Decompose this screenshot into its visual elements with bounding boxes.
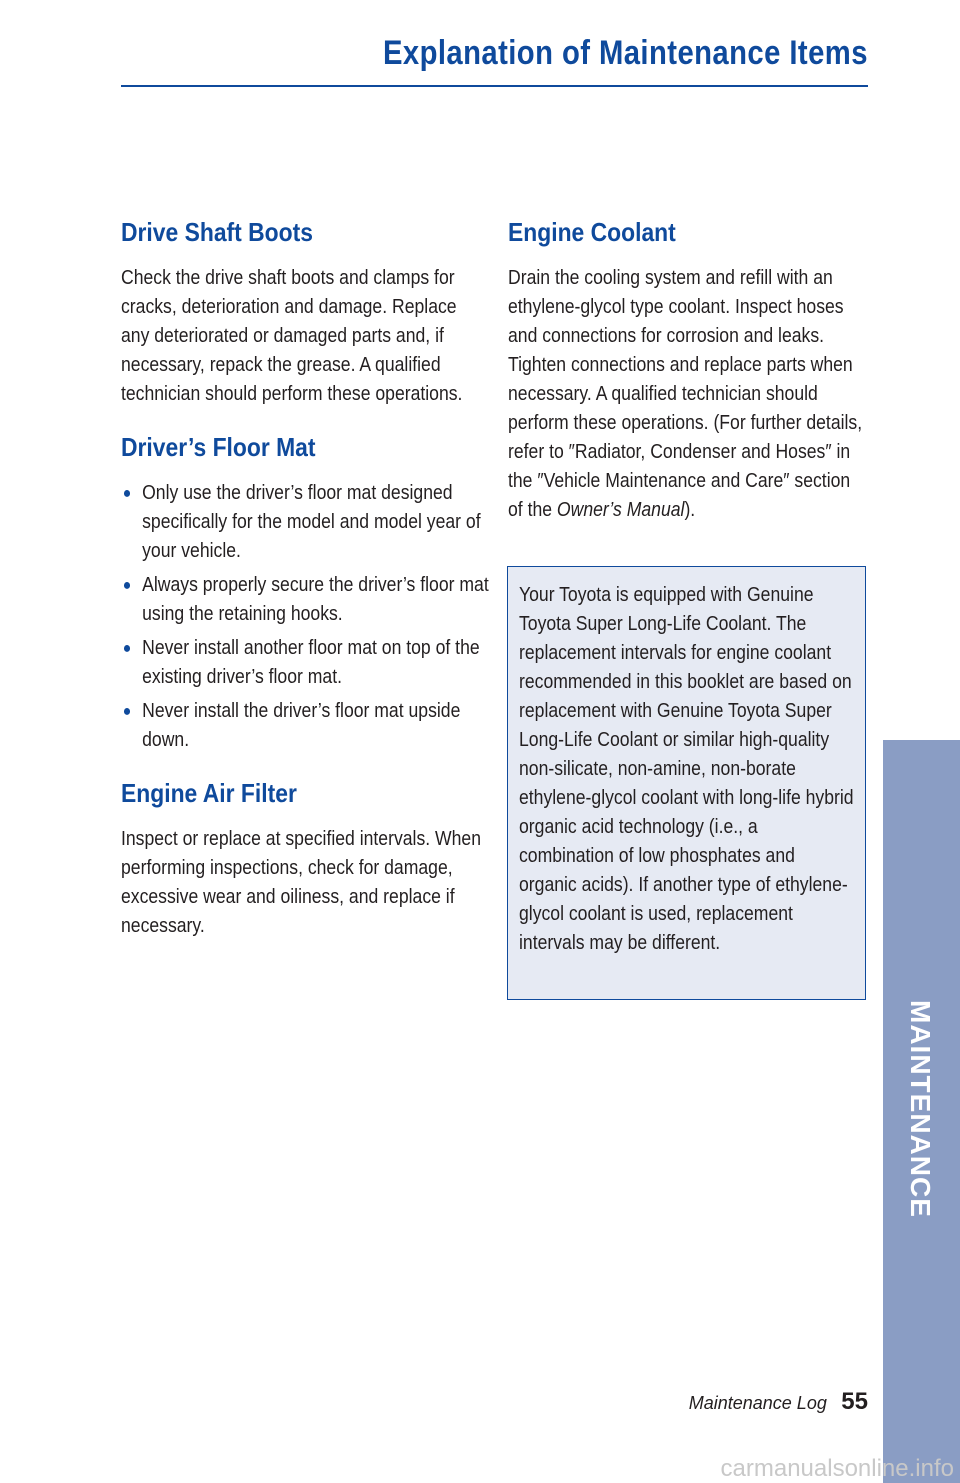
bullet-icon: ● xyxy=(122,703,132,720)
bullet-icon: ● xyxy=(122,485,132,502)
air-filter-heading: Engine Air Filter xyxy=(121,778,297,808)
footer-label: Maintenance Log xyxy=(688,1393,827,1413)
air-filter-text: Inspect or replace at specified intervals. When performing inspections, check for damage, excessive wear and oiliness, and replace if necessary. xyxy=(121,828,482,937)
side-tab-label: MAINTENANCE xyxy=(905,1000,936,1218)
coolant-heading: Engine Coolant xyxy=(508,217,676,247)
title-rule xyxy=(121,85,868,87)
list-item-text: Never install the driver’s floor mat upside down. xyxy=(142,700,461,751)
watermark: carmanualsonline.info xyxy=(720,1455,954,1482)
page-footer xyxy=(689,1388,868,1416)
list-item xyxy=(121,571,504,629)
list-item xyxy=(121,479,504,566)
coolant-text xyxy=(508,264,868,525)
list-item-text: Always properly secure the driver’s floor mat using the retaining hooks. xyxy=(142,574,489,625)
bullet-icon: ● xyxy=(122,640,132,657)
page-title: Explanation of Maintenance Items xyxy=(383,34,868,72)
coolant-text-end: ). xyxy=(684,499,696,521)
page-number: 55 xyxy=(841,1388,868,1415)
drive-shaft-heading: Drive Shaft Boots xyxy=(121,217,313,247)
coolant-text-main: Drain the cooling system and refill with an ethylene-glycol type coolant. Inspect hoses and connections for corrosion and leaks. Tighten connections and replace parts when necessary. A qualified technician should perform these operations. (For further details, refer to ″Radiator, Condenser and Hoses″ in the ″Vehicle Maintenance and Care″ section of the xyxy=(508,267,863,521)
list-item xyxy=(121,634,504,692)
right-column xyxy=(508,214,868,545)
floor-mat-heading: Driver’s Floor Mat xyxy=(121,432,316,462)
coolant-note-box xyxy=(507,566,866,1000)
drive-shaft-text: Check the drive shaft boots and clamps for cracks, deterioration and damage. Replace any deteriorated or damaged parts and, if necessary, repack the grease. A qualified technician should perform these operations. xyxy=(121,267,463,405)
list-item-text: Only use the driver’s floor mat designed specifically for the model and model year of your vehicle. xyxy=(142,482,481,562)
list-item xyxy=(121,697,504,755)
coolant-note-text: Your Toyota is equipped with Genuine Toyota Super Long-Life Coolant. The replacement intervals for engine coolant recommended in this booklet are based on replacement with Genuine Toyota Super Long-Life Coolant or similar high-quality non-silicate, non-amine, non-borate ethylene-glycol coolant with long-life hybrid organic acid technology (i.e., a combination of low phosphates and organic acids). If another type of ethylene-glycol coolant is used, replacement intervals may be different. xyxy=(519,584,854,954)
left-column xyxy=(121,214,489,961)
list-item-text: Never install another floor mat on top of the existing driver’s floor mat. xyxy=(142,637,480,688)
floor-mat-list xyxy=(121,479,489,755)
bullet-icon: ● xyxy=(122,577,132,594)
owners-manual-title: Owner’s Manual xyxy=(556,499,685,521)
